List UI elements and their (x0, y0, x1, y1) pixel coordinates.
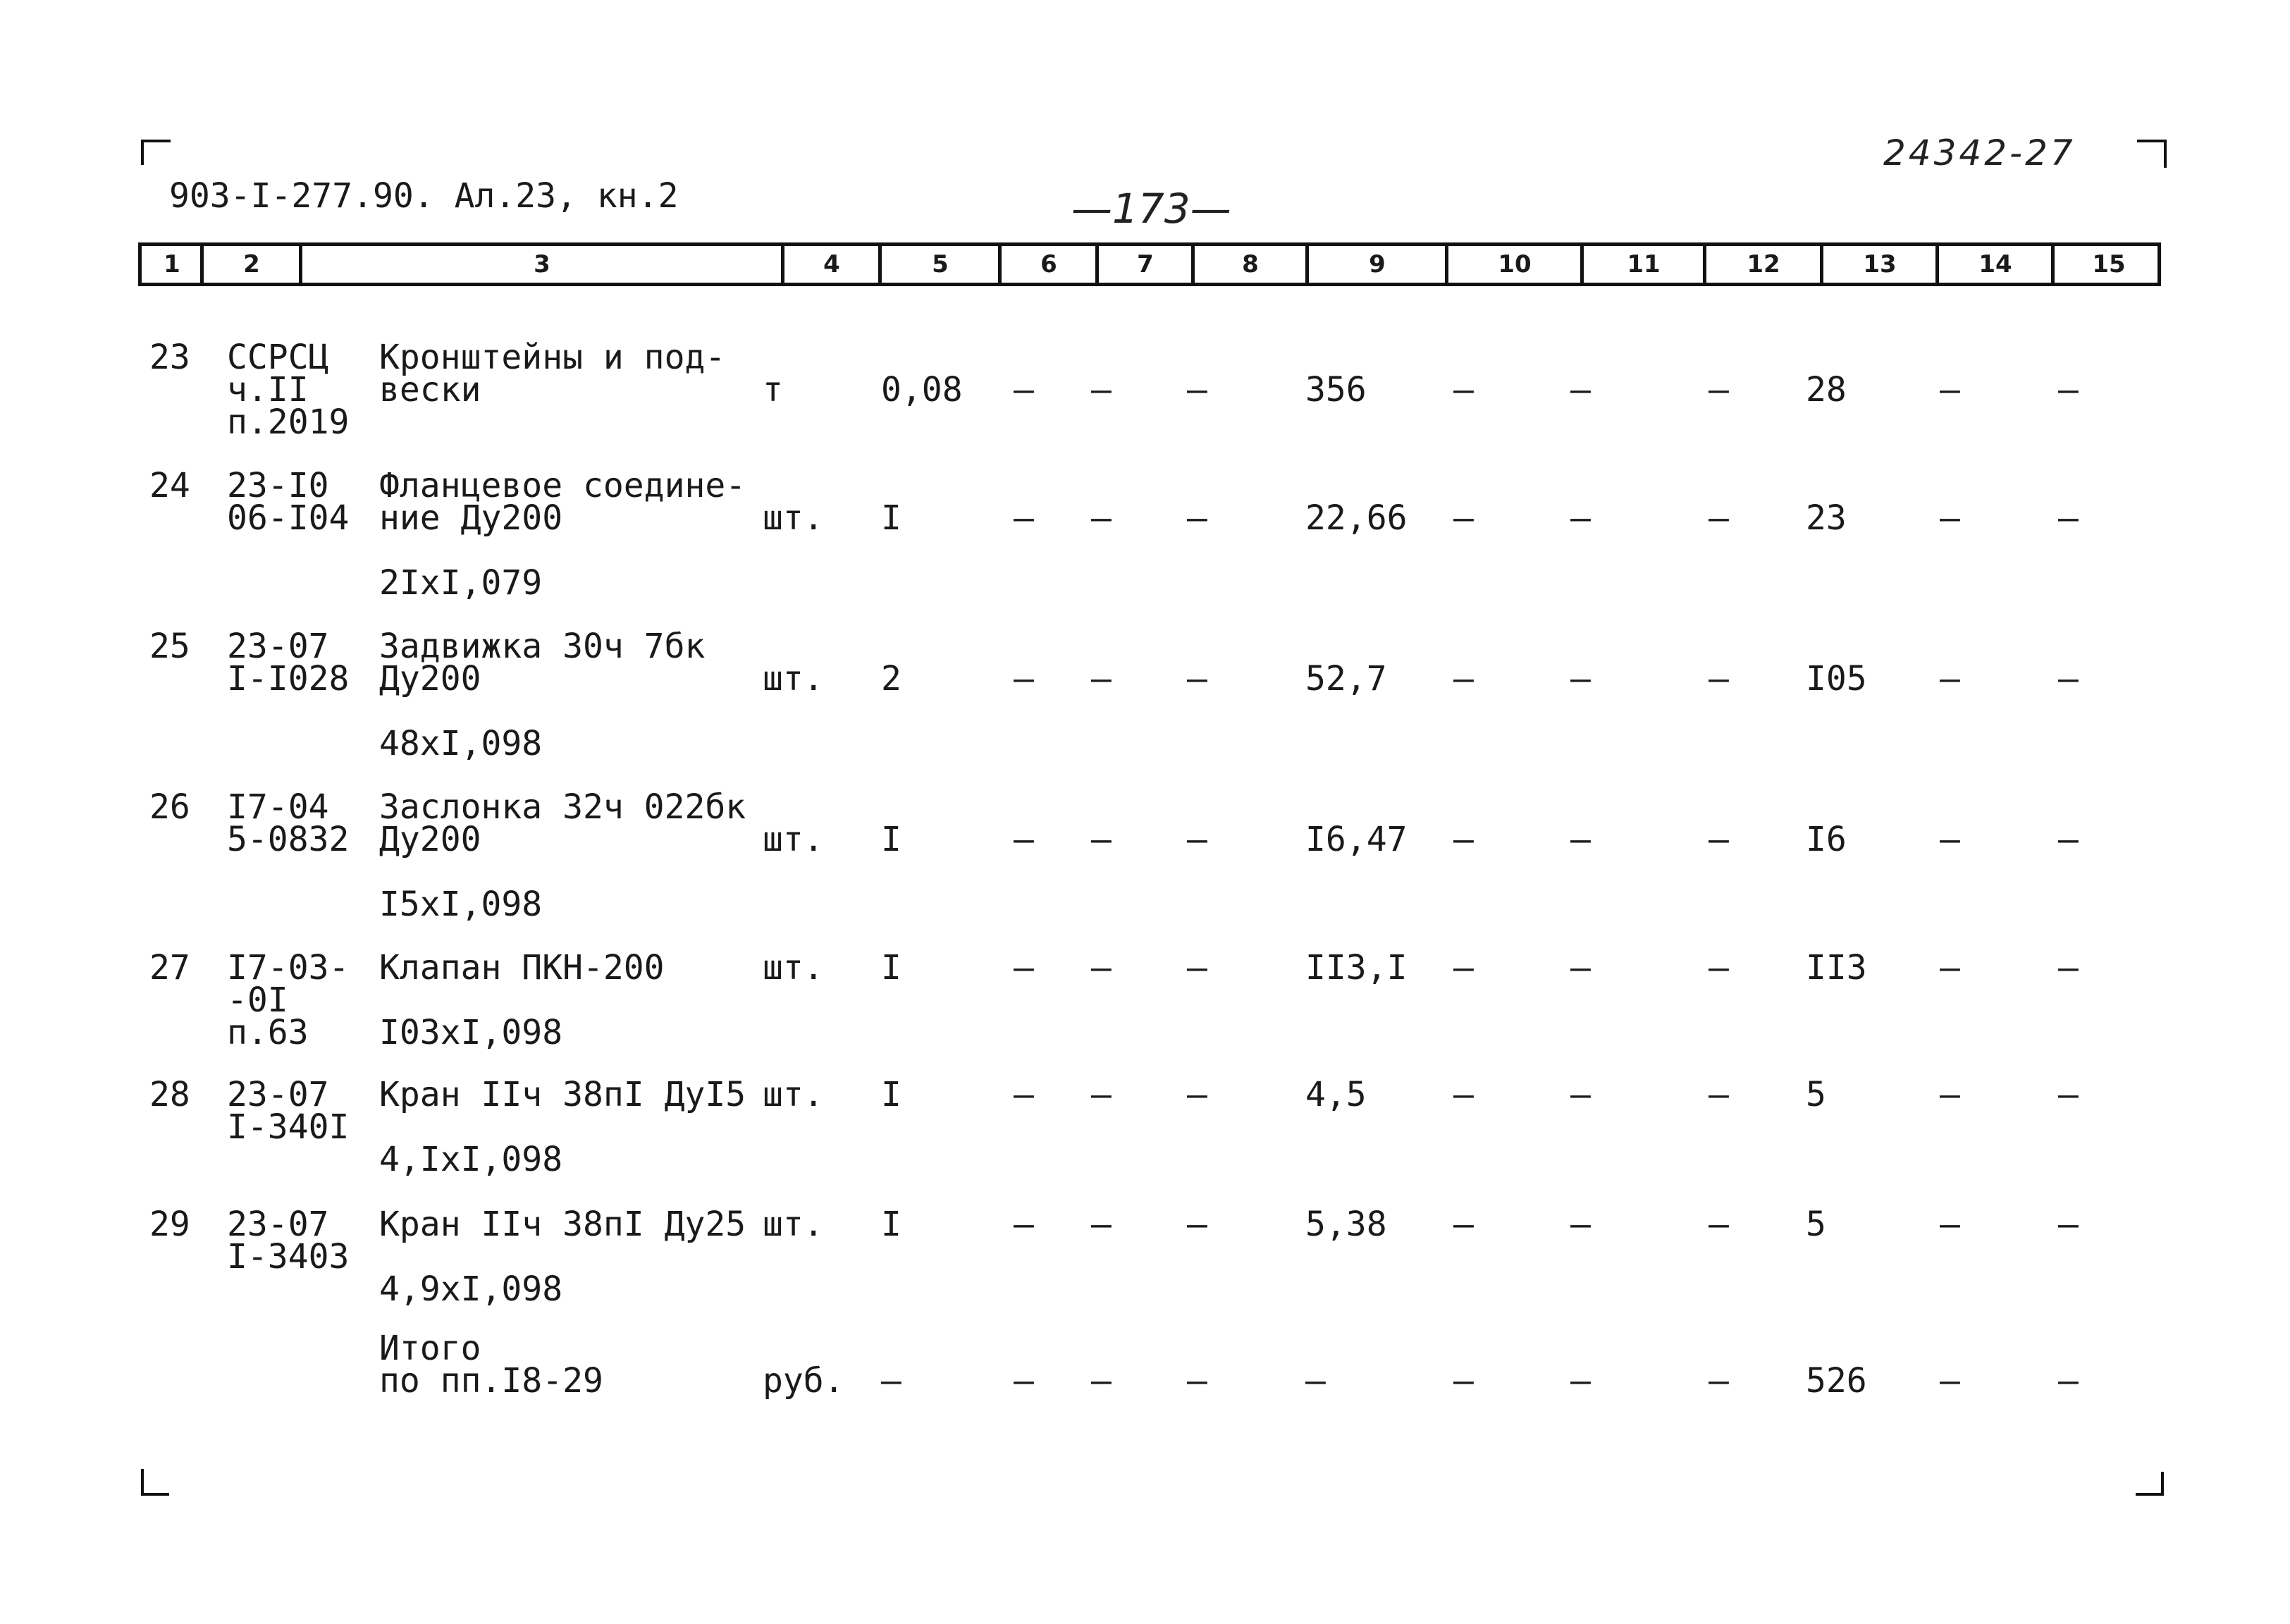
col-10-value: – (1453, 498, 1474, 538)
item-code: 23-07 I-340I (227, 1075, 350, 1147)
col-9-value: 5,38 (1305, 1205, 1387, 1244)
column-number-4: 4 (823, 250, 840, 278)
quantity: I (881, 1205, 901, 1244)
col-6-value: – (1014, 1205, 1034, 1244)
quantity: I (881, 498, 901, 538)
col-14-value: – (1940, 1075, 1960, 1114)
corner-mark-bottom-left (141, 1469, 169, 1496)
col-10-value: – (1453, 1075, 1474, 1114)
row-number: 26 (149, 787, 190, 827)
unit: шт. (763, 948, 824, 988)
unit: шт. (763, 820, 824, 859)
col-12-value: – (1709, 1205, 1729, 1244)
column-number-14: 14 (1978, 250, 2012, 278)
col-14-value: – (1940, 948, 1960, 988)
col-12-value: – (1709, 1075, 1729, 1114)
sheet-id: 24342-27 (1883, 133, 2076, 173)
row-number: 28 (149, 1075, 190, 1114)
col-8-value: – (1187, 820, 1207, 859)
column-number-1: 1 (164, 250, 180, 278)
col-13-value: I05 (1806, 659, 1867, 699)
item-name: Клапан ПКН-200 (379, 948, 665, 988)
col-14-value: – (1940, 370, 1960, 410)
col-10-value: – (1453, 370, 1474, 410)
col-8-value: – (1187, 1075, 1207, 1114)
col-13-value: 5 (1806, 1205, 1826, 1244)
item-calculation: 4,9xI,098 (379, 1269, 563, 1309)
total-col-7-value: – (1091, 1361, 1112, 1401)
col-11-value: – (1570, 498, 1591, 538)
column-divider (1305, 246, 1309, 283)
col-7-value: – (1091, 498, 1112, 538)
col-7-value: – (1091, 820, 1112, 859)
item-name: Кран IIч 38пI Ду25 (379, 1205, 746, 1244)
col-15-value: – (2058, 659, 2079, 699)
item-name: Задвижка 30ч 7бк Ду200 (379, 627, 706, 699)
col-12-value: – (1709, 948, 1729, 988)
item-calculation: I5xI,098 (379, 885, 543, 924)
col-11-value: – (1570, 370, 1591, 410)
item-calculation: I03xI,098 (379, 1013, 563, 1052)
total-label: Итого по пп.I8-29 (379, 1329, 603, 1401)
col-15-value: – (2058, 370, 2079, 410)
col-12-value: – (1709, 820, 1729, 859)
col-13-value: I6 (1806, 820, 1847, 859)
col-6-value: – (1014, 370, 1034, 410)
item-name: Фланцевое соедине- ние Ду200 (379, 466, 746, 538)
item-code: I7-03- -0I п.63 (227, 948, 350, 1052)
col-11-value: – (1570, 1075, 1591, 1114)
col-10-value: – (1453, 1205, 1474, 1244)
col-8-value: – (1187, 498, 1207, 538)
total-col-10-value: – (1453, 1361, 1474, 1401)
column-divider (1191, 246, 1195, 283)
column-number-8: 8 (1242, 250, 1259, 278)
col-7-value: – (1091, 948, 1112, 988)
col-9-value: II3,I (1305, 948, 1408, 988)
row-number: 29 (149, 1205, 190, 1244)
unit: шт. (763, 1205, 824, 1244)
document-code: 903-I-277.90. Ал.23, кн.2 (169, 176, 679, 216)
total-col-14-value: – (1940, 1361, 1960, 1401)
unit: шт. (763, 1075, 824, 1114)
col-14-value: – (1940, 1205, 1960, 1244)
col-9-value: 356 (1305, 370, 1367, 410)
quantity: I (881, 820, 901, 859)
unit: шт. (763, 659, 824, 699)
total-unit: руб. (763, 1361, 844, 1401)
column-number-13: 13 (1863, 250, 1897, 278)
col-9-value: I6,47 (1305, 820, 1408, 859)
column-number-3: 3 (534, 250, 550, 278)
row-number: 23 (149, 338, 190, 377)
col-6-value: – (1014, 948, 1034, 988)
col-7-value: – (1091, 1205, 1112, 1244)
total-col-15-value: – (2058, 1361, 2079, 1401)
corner-mark-top-left (141, 140, 171, 165)
column-divider (1580, 246, 1584, 283)
col-14-value: – (1940, 498, 1960, 538)
column-number-7: 7 (1137, 250, 1154, 278)
row-number: 24 (149, 466, 190, 505)
col-15-value: – (2058, 498, 2079, 538)
col-6-value: – (1014, 1075, 1034, 1114)
col-10-value: – (1453, 948, 1474, 988)
item-name: Заслонка 32ч 022бк Ду200 (379, 787, 746, 859)
total-col-9-value: – (1305, 1361, 1326, 1401)
col-6-value: – (1014, 498, 1034, 538)
col-13-value: 5 (1806, 1075, 1826, 1114)
item-code: 23-07 I-3403 (227, 1205, 350, 1277)
column-number-6: 6 (1040, 250, 1057, 278)
col-9-value: 22,66 (1305, 498, 1408, 538)
column-number-9: 9 (1369, 250, 1386, 278)
corner-mark-bottom-right (2136, 1472, 2164, 1496)
column-divider (1445, 246, 1448, 283)
col-12-value: – (1709, 370, 1729, 410)
total-quantity: – (881, 1361, 901, 1401)
col-11-value: – (1570, 948, 1591, 988)
col-13-value: 23 (1806, 498, 1847, 538)
col-7-value: – (1091, 370, 1112, 410)
col-10-value: – (1453, 659, 1474, 699)
unit: шт. (763, 498, 824, 538)
column-divider (998, 246, 1002, 283)
column-divider (878, 246, 882, 283)
item-name: Кран IIч 38пI ДуI5 (379, 1075, 746, 1114)
col-8-value: – (1187, 659, 1207, 699)
item-calculation: 2IxI,079 (379, 563, 543, 603)
total-col-8-value: – (1187, 1361, 1207, 1401)
item-name: Кронштейны и под- вески (379, 338, 726, 410)
col-8-value: – (1187, 948, 1207, 988)
col-11-value: – (1570, 820, 1591, 859)
col-7-value: – (1091, 659, 1112, 699)
column-number-5: 5 (932, 250, 949, 278)
quantity: 0,08 (881, 370, 963, 410)
col-15-value: – (2058, 820, 2079, 859)
row-number: 25 (149, 627, 190, 666)
col-6-value: – (1014, 820, 1034, 859)
col-11-value: – (1570, 1205, 1591, 1244)
corner-mark-top-right (2137, 140, 2167, 168)
column-number-15: 15 (2092, 250, 2126, 278)
col-15-value: – (2058, 1075, 2079, 1114)
col-10-value: – (1453, 820, 1474, 859)
item-code: ССРСЦ ч.II п.2019 (227, 338, 350, 442)
column-divider (781, 246, 784, 283)
item-code: 23-I0 06-I04 (227, 466, 350, 538)
col-7-value: – (1091, 1075, 1112, 1114)
quantity: I (881, 948, 901, 988)
column-divider (1703, 246, 1706, 283)
unit: т (763, 370, 783, 410)
col-12-value: – (1709, 659, 1729, 699)
column-divider (2051, 246, 2055, 283)
item-calculation: 48xI,098 (379, 724, 543, 763)
column-number-12: 12 (1747, 250, 1780, 278)
col-11-value: – (1570, 659, 1591, 699)
column-number-2: 2 (243, 250, 260, 278)
column-number-11: 11 (1627, 250, 1661, 278)
quantity: 2 (881, 659, 901, 699)
row-number: 27 (149, 948, 190, 988)
col-9-value: 52,7 (1305, 659, 1387, 699)
item-code: I7-04 5-0832 (227, 787, 350, 859)
col-8-value: – (1187, 1205, 1207, 1244)
item-code: 23-07 I-I028 (227, 627, 350, 699)
total-col-12-value: – (1709, 1361, 1729, 1401)
column-divider (1820, 246, 1823, 283)
col-8-value: – (1187, 370, 1207, 410)
quantity: I (881, 1075, 901, 1114)
col-6-value: – (1014, 659, 1034, 699)
column-divider (1095, 246, 1099, 283)
col-13-value: II3 (1806, 948, 1867, 988)
total-col-6-value: – (1014, 1361, 1034, 1401)
col-14-value: – (1940, 659, 1960, 699)
col-14-value: – (1940, 820, 1960, 859)
column-divider (1935, 246, 1939, 283)
total-col-11-value: – (1570, 1361, 1591, 1401)
col-15-value: – (2058, 1205, 2079, 1244)
column-divider (200, 246, 204, 283)
column-number-header (138, 242, 2161, 286)
page-number: —173— (1071, 185, 1231, 233)
col-12-value: – (1709, 498, 1729, 538)
col-15-value: – (2058, 948, 2079, 988)
col-13-value: 28 (1806, 370, 1847, 410)
col-9-value: 4,5 (1305, 1075, 1367, 1114)
column-number-10: 10 (1498, 250, 1532, 278)
column-divider (299, 246, 302, 283)
total-col-13-value: 526 (1806, 1361, 1867, 1401)
item-calculation: 4,IxI,098 (379, 1140, 563, 1179)
